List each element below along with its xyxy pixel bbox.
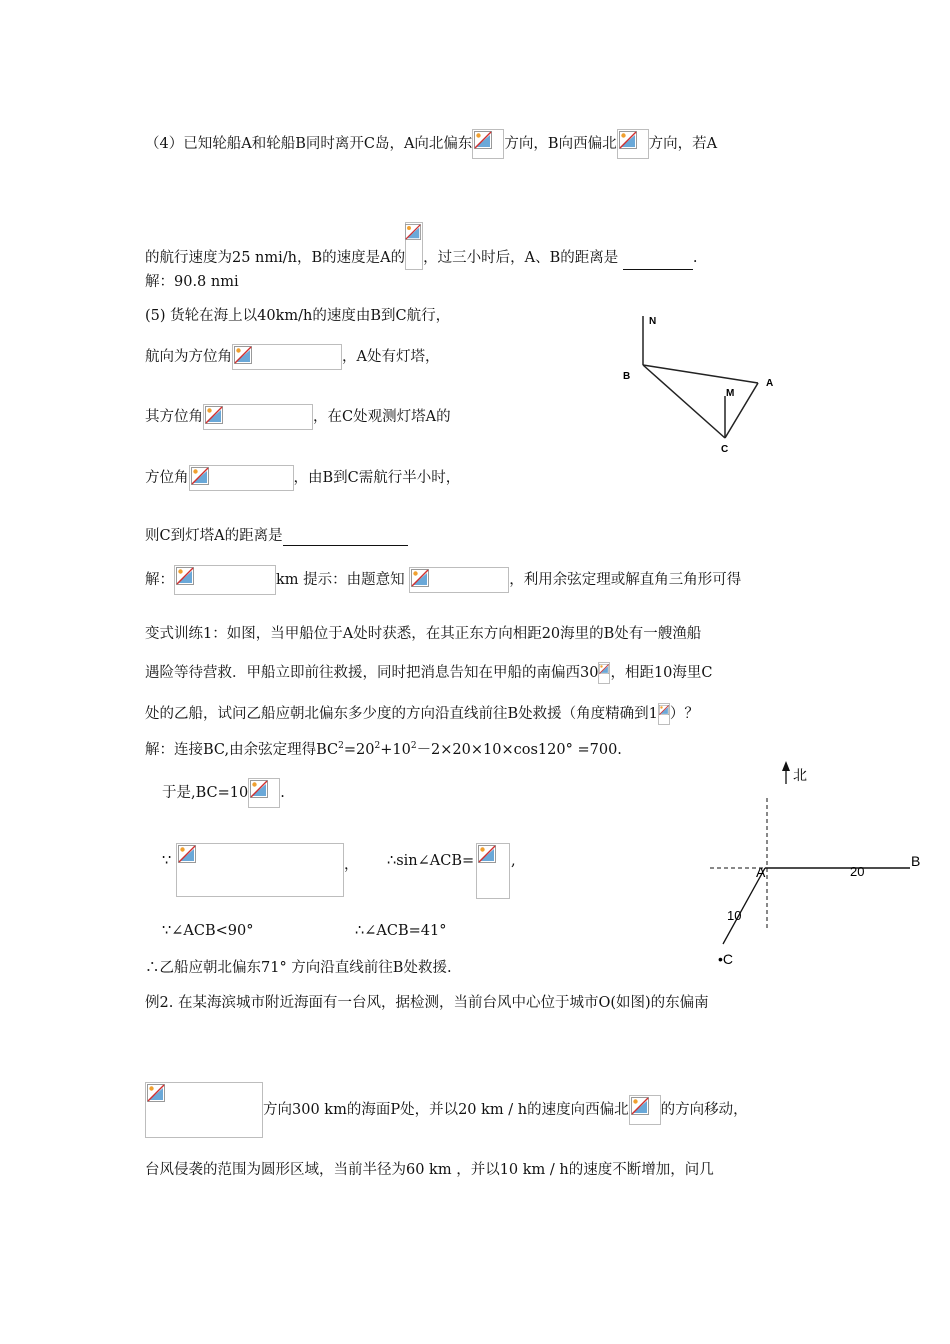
image-placeholder-icon: [405, 224, 421, 240]
text: .: [280, 785, 285, 801]
text: （4）已知轮船A和轮船B同时离开C岛，A向北偏东: [145, 136, 473, 152]
ex2-line1: 例2. 在某海滨城市附近海面有一台风，据检测，当前台风中心位于城市O(如图)的东偏南: [145, 995, 709, 1011]
answer-blank: [283, 529, 408, 546]
ex1-line1: 变式训练1：如图，当甲船位于A处时获悉，在其正东方向相距20海里的B处有一艘渔船: [145, 626, 702, 642]
ex1-solution-line1: [145, 740, 622, 760]
image-placeholder-icon: [411, 569, 429, 587]
p5-line3: [145, 404, 451, 430]
formula-image: [145, 1082, 263, 1138]
image-placeholder-icon: [619, 131, 637, 149]
text: ，由B到C需航行半小时，: [293, 470, 461, 486]
text: 的航行速度为25 nmi/h，B的速度是A的: [145, 250, 406, 266]
image-placeholder-icon: [147, 1084, 165, 1102]
p5-line4: [145, 465, 460, 491]
image-placeholder-icon: [250, 780, 268, 798]
acb-less-90: ∵∠ACB<90°: [162, 923, 254, 939]
p5-solution: [145, 565, 741, 595]
text: 解：: [145, 572, 174, 588]
ex1-solution-line2: [162, 778, 285, 808]
p5-line1: (5) 货轮在海上以40km/h的速度由B到C航行，: [145, 308, 451, 324]
image-placeholder-icon: [474, 131, 492, 149]
compass-diagram: [705, 758, 937, 974]
p4-solution: 解：90.8 nmi: [145, 274, 239, 290]
formula-image: [658, 703, 670, 725]
label-a: A: [756, 864, 766, 880]
image-placeholder-icon: [599, 664, 609, 674]
comma: ，: [344, 857, 359, 873]
text: 则C到灯塔A的距离是: [145, 528, 283, 544]
formula-image: [409, 567, 509, 593]
label-b: B: [623, 371, 631, 382]
text: ，在C处观测灯塔A的: [313, 409, 451, 425]
formula-image: [176, 843, 344, 897]
north-arrow-icon: [782, 761, 790, 771]
image-placeholder-icon: [191, 467, 209, 485]
formula-image: [405, 222, 423, 270]
p4-line2: 的航行速度为25 nmi/h，B的速度是A的 ，过三小时后，A、B的距离是 .: [145, 222, 698, 270]
formula-image: [476, 843, 510, 899]
text: 其方位角: [145, 409, 203, 425]
superscript: 2: [374, 741, 381, 752]
formula-image: [189, 465, 294, 491]
label-distance-10: 10: [727, 908, 742, 923]
p5-line2: [145, 344, 439, 370]
ex2-line3: 台风侵袭的范围为圆形区域，当前半径为60 km ，并以10 km / h的速度不断增加，问几: [145, 1162, 714, 1178]
text: 的方向移动，: [660, 1102, 748, 1118]
label-north: 北: [793, 767, 807, 783]
text: 方位角: [145, 470, 189, 486]
ex1-line2: [145, 662, 713, 684]
label-n: N: [649, 316, 657, 327]
text: km 提示：由题意知: [276, 572, 405, 588]
text: ，A处有灯塔，: [342, 349, 440, 365]
superscript: 2: [410, 741, 417, 752]
image-placeholder-icon: [234, 346, 252, 364]
formula-image: [203, 404, 313, 430]
p4-line1: [145, 129, 717, 159]
image-placeholder-icon: [659, 705, 669, 715]
text: ，相距10海里C: [610, 665, 713, 681]
formula-image: [472, 129, 504, 159]
image-placeholder-icon: [176, 567, 194, 585]
text: 航向为方位角: [145, 349, 232, 365]
acb-equals-41: ∴∠ACB=41°: [355, 923, 447, 939]
formula-image: [629, 1095, 661, 1125]
text: 方向，B向西偏北: [504, 136, 617, 152]
text: ，利用余弦定理或解直角三角形可得: [509, 572, 742, 588]
superscript: 2: [338, 741, 344, 752]
text: 遇险等待营救．甲船立即前往救援，同时把消息告知在甲船的南偏西30: [145, 665, 599, 681]
label-a: A: [766, 378, 774, 389]
answer-blank: [623, 253, 693, 270]
image-placeholder-icon: [178, 845, 196, 863]
label-distance-20: 20: [850, 864, 865, 879]
image-placeholder-icon: [205, 406, 223, 424]
text: ）？: [669, 706, 699, 722]
text: 解：连接BC,由余弦定理得BC: [145, 742, 339, 758]
comma: ,: [511, 853, 516, 869]
text: ，过三小时后，A、B的距离是: [423, 250, 619, 266]
formula-image: [617, 129, 649, 159]
ex1-conclusion: ∴乙船应朝北偏东71° 方向沿直线前往B处救援.: [145, 960, 452, 976]
ex1-line3: [145, 703, 699, 725]
label-c: C: [721, 444, 729, 455]
text: 于是,BC=10: [162, 785, 249, 801]
text: 方向300 km的海面P处，并以20 km / h的速度向西偏北: [263, 1102, 629, 1118]
formula-image: [232, 344, 342, 370]
sin-acb-label: ∴sin∠ACB=: [387, 853, 475, 869]
p5-line5: [145, 526, 408, 546]
image-placeholder-icon: [478, 845, 496, 863]
because-symbol: ∵: [162, 853, 172, 869]
text: 处的乙船，试问乙船应朝北偏东多少度的方向沿直线前往B处救援（角度精确到1: [145, 706, 658, 722]
ex2-line2: [145, 1082, 748, 1138]
text: =20: [343, 742, 375, 758]
image-placeholder-icon: [631, 1097, 649, 1115]
formula-image: [174, 565, 276, 595]
label-b: B: [911, 853, 921, 869]
triangle-diagram: [615, 308, 790, 458]
text: +10: [380, 742, 411, 758]
text: －2×20×10×cos120° =700.: [416, 742, 622, 758]
formula-image: [598, 662, 610, 684]
text: 方向，若A: [648, 136, 718, 152]
formula-image: [248, 778, 280, 808]
label-m: M: [726, 388, 735, 399]
label-c: •C: [718, 951, 734, 967]
